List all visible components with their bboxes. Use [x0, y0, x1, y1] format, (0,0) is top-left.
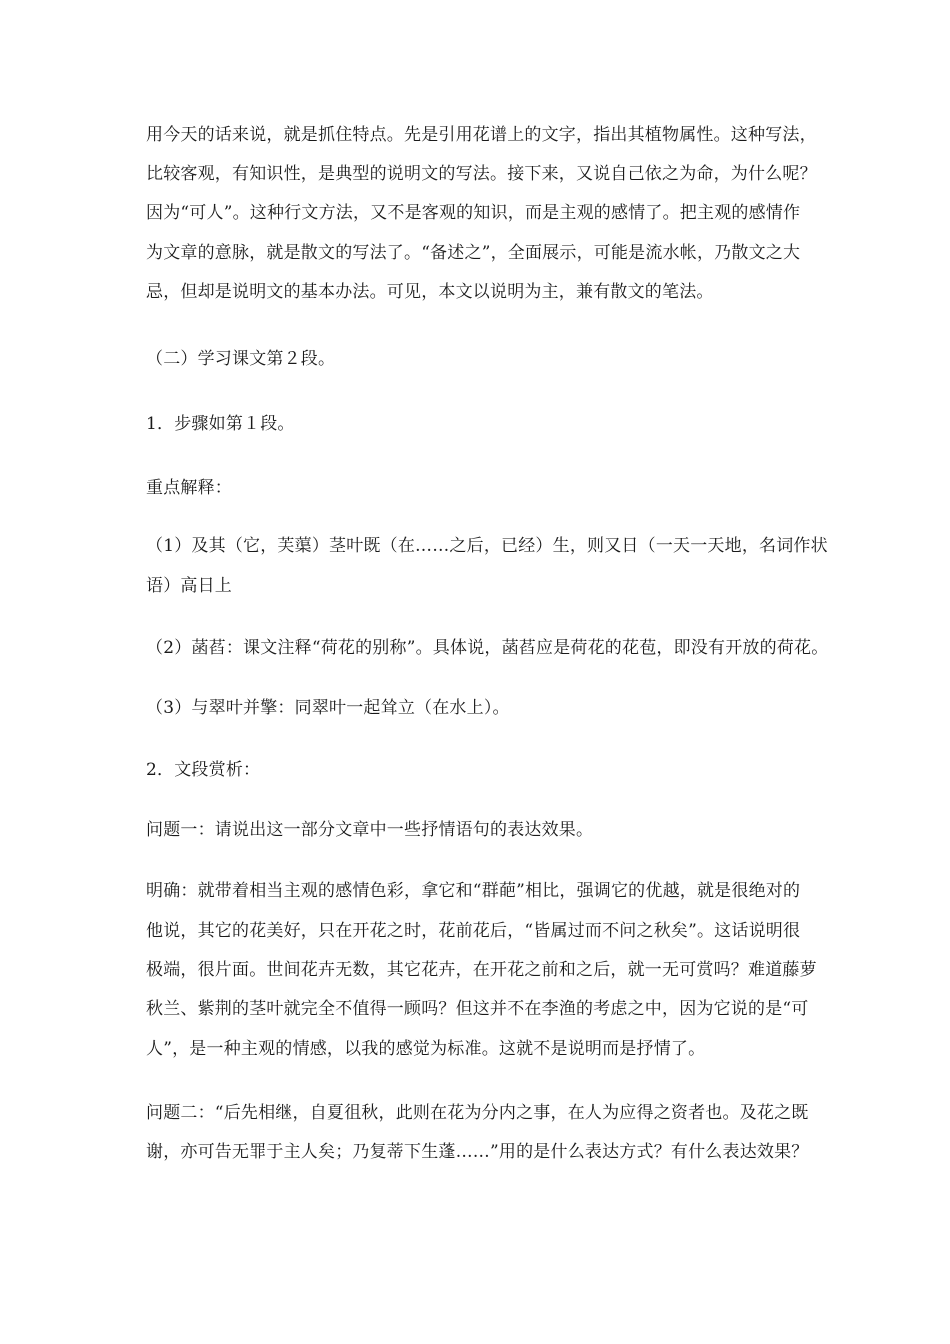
paragraph-intro-line-4: 为文章的意脉，就是散文的写法了。“备述之”，全面展示，可能是流水帐，乃散文之大: [146, 243, 801, 263]
answer-1-line-2: 他说，其它的花美好，只在开花之时，花前花后，“皆属过而不问之秋矣”。这话说明很: [146, 921, 801, 941]
answer-1-line-1: 明确：就带着相当主观的感情色彩，拿它和“群葩”相比，强调它的优越，就是很绝对的: [146, 881, 801, 901]
paragraph-intro-line-1: 用今天的话来说，就是抓住特点。先是引用花谱上的文字，指出其植物属性。这种写法，: [146, 125, 817, 145]
note-2-text: （2）菡萏：课文注释“荷花的别称”。具体说，菡萏应是荷花的花苞，即没有开放的荷花。: [146, 638, 829, 658]
note-1-line-1: （1）及其（它，芙蕖）茎叶既（在……之后，已经）生，则又日（一天一天地，名词作状: [146, 536, 828, 556]
note-1-line-2: 语）高日上: [146, 576, 232, 596]
answer-1-line-4: 秋兰、紫荆的茎叶就完全不值得一顾吗？但这并不在李渔的考虑之中，因为它说的是“可: [146, 999, 809, 1019]
note-3-text: （3）与翠叶并擎：同翠叶一起耸立（在水上）。: [146, 698, 510, 718]
step-2-text: 2．文段赏析：: [146, 760, 261, 780]
paragraph-intro-line-3: 因为“可人”。这种行文方法，又不是客观的知识，而是主观的感情了。把主观的感情作: [146, 203, 801, 223]
section-2-heading: （二）学习课文第２段。: [146, 349, 336, 369]
paragraph-intro-line-5: 忌，但却是说明文的基本办法。可见，本文以说明为主，兼有散文的笔法。: [146, 282, 714, 302]
key-points-heading: 重点解释：: [146, 478, 232, 498]
step-1-text: 1．步骤如第１段。: [146, 414, 295, 434]
answer-1-line-3: 极端，很片面。世间花卉无数，其它花卉，在开花之前和之后，就一无可赏吗？难道藤萝: [146, 960, 817, 980]
question-2-line-2: 谢，亦可告无罪于主人矣；乃复蒂下生蓬……”用的是什么表达方式？有什么表达效果？: [146, 1142, 809, 1162]
answer-1-line-5: 人”，是一种主观的情感，以我的感觉为标准。这就不是说明而是抒情了。: [146, 1039, 706, 1059]
question-1-text: 问题一：请说出这一部分文章中一些抒情语句的表达效果。: [146, 820, 594, 840]
paragraph-intro-line-2: 比较客观，有知识性，是典型的说明文的写法。接下来，又说自己依之为命，为什么呢？: [146, 164, 817, 184]
question-2-line-1: 问题二：“后先相继，自夏徂秋，此则在花为分内之事，在人为应得之资者也。及花之既: [146, 1103, 809, 1123]
